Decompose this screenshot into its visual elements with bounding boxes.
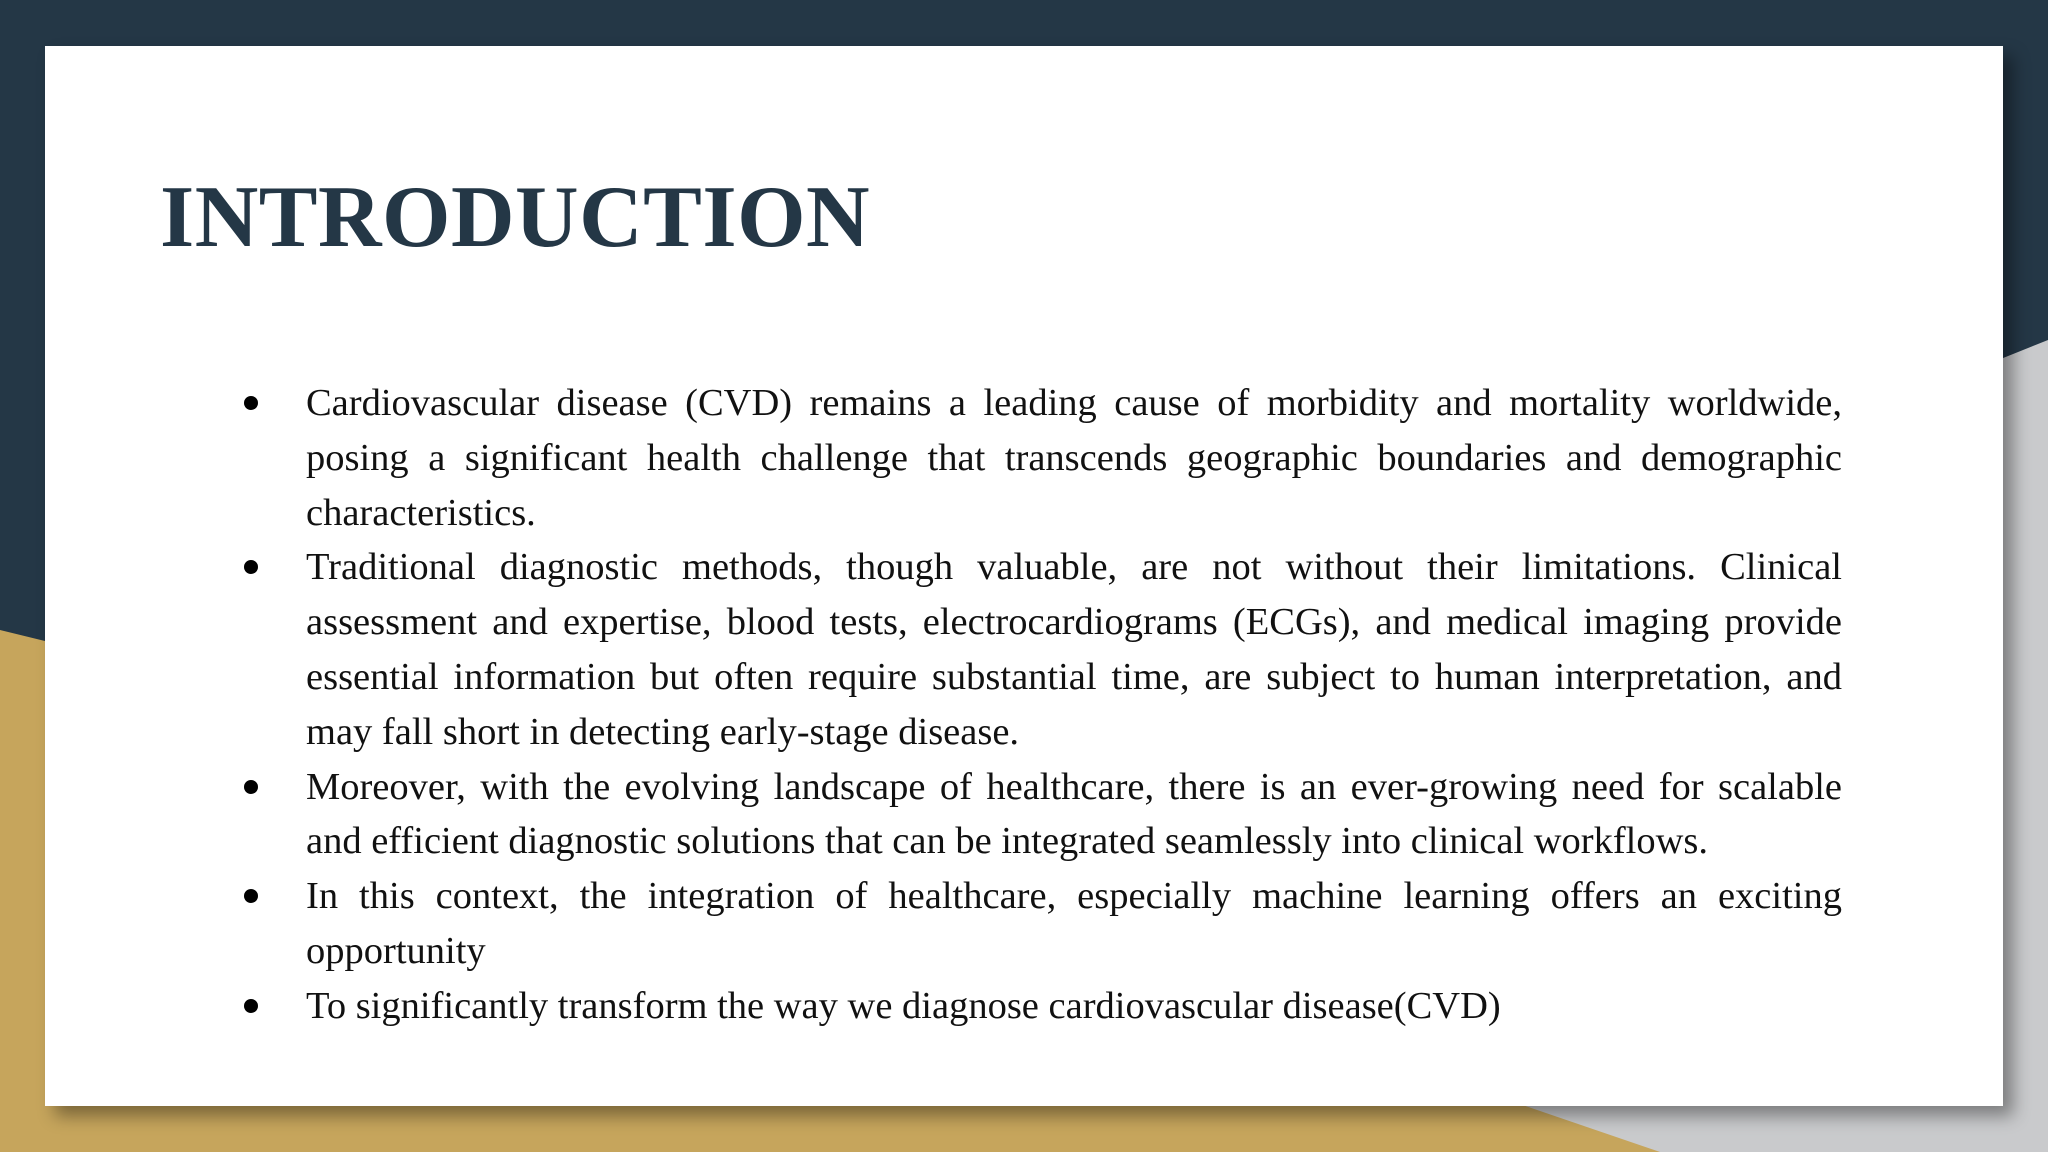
bullet-item (306, 760, 1842, 870)
bullet-text: To significantly transform the way we diagnose cardiovascular disease(CVD) (306, 984, 1501, 1027)
bullet-dot-icon (244, 396, 258, 410)
bullet-text: Traditional diagnostic methods, though valuable, are not without their limitations. Clinical assessment and expertise, blood tests, electrocardiograms (ECGs), and medical imaging provide essential information but often require substantial time, are subject to human interpretation, and may fall short in detecting early-stage disease. (306, 546, 1842, 753)
bullet-text: Moreover, with the evolving landscape of healthcare, there is an ever-growing need for scalable and efficient diagnostic solutions that can be integrated seamlessly into clinical workflows. (306, 765, 1842, 863)
bullet-dot-icon (244, 999, 258, 1013)
bullet-dot-icon (244, 780, 258, 794)
bullet-item (306, 979, 1842, 1034)
bullet-item (306, 376, 1842, 540)
slide-title: INTRODUCTION (160, 169, 871, 266)
bullet-list (306, 376, 1842, 1034)
bullet-text: In this context, the integration of healthcare, especially machine learning offers an exciting opportunity (306, 875, 1842, 972)
bullet-item (306, 869, 1842, 979)
bullet-item (306, 540, 1842, 759)
bullet-text: Cardiovascular disease (CVD) remains a leading cause of morbidity and mortality worldwide, posing a significant health challenge that transcends geographic boundaries and demographic characteristics. (306, 382, 1842, 534)
